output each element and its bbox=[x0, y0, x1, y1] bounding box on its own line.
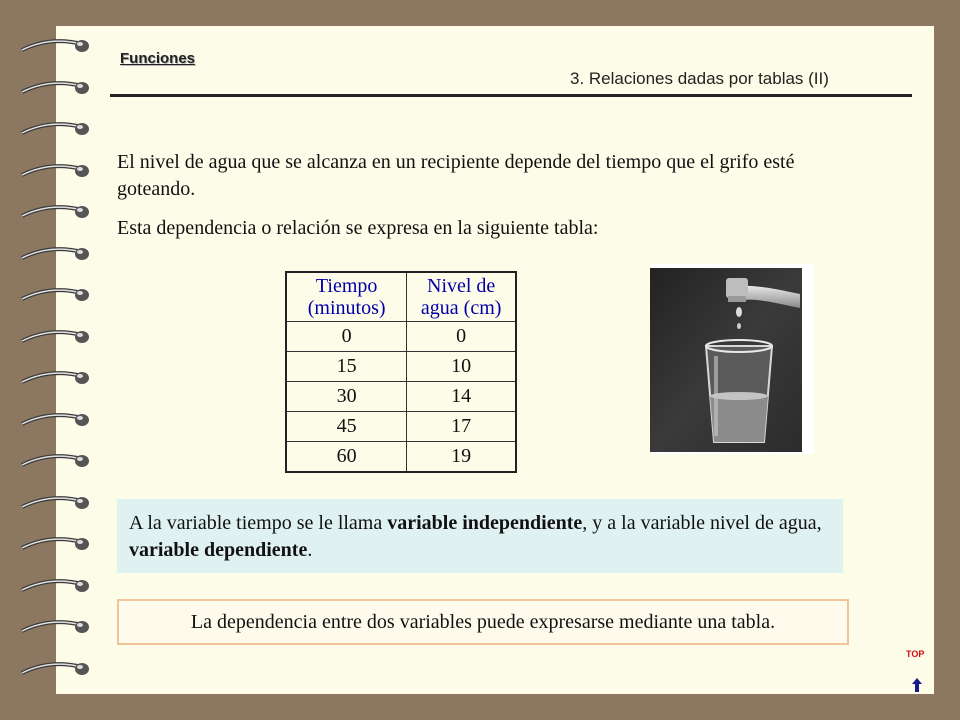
note-text-1: A la variable tiempo se le llama bbox=[129, 512, 388, 534]
faucet-glass-photo bbox=[650, 264, 814, 454]
table-row bbox=[286, 381, 516, 411]
slide-subtitle: 3. Relaciones dadas por tablas (II) bbox=[570, 69, 829, 88]
binder-ring bbox=[20, 204, 92, 220]
top-link[interactable]: TOP bbox=[906, 649, 925, 659]
table-header-level: Nivel de agua (cm) bbox=[407, 272, 516, 322]
table-row bbox=[286, 411, 516, 441]
binder-ring bbox=[20, 495, 92, 511]
binder-ring bbox=[20, 370, 92, 386]
table-row bbox=[286, 322, 516, 352]
table-header-row bbox=[286, 272, 516, 322]
table-cell-level: 17 bbox=[407, 411, 516, 441]
note-text-2: , y a la variable nivel de agua, bbox=[582, 512, 822, 534]
definition-note bbox=[117, 499, 843, 573]
intro-paragraph: El nivel de agua que se alcanza en un recipiente depende del tiempo que el grifo esté goteando. bbox=[117, 151, 795, 200]
binder-ring bbox=[20, 453, 92, 469]
table-cell-time: 30 bbox=[286, 381, 407, 411]
binder-ring bbox=[20, 412, 92, 428]
up-arrow-icon[interactable] bbox=[911, 677, 923, 693]
table-cell-level: 0 bbox=[407, 322, 516, 352]
table-cell-level: 14 bbox=[407, 381, 516, 411]
binder-ring bbox=[20, 536, 92, 552]
section-label: Funciones bbox=[120, 50, 196, 67]
table-cell-time: 60 bbox=[286, 441, 407, 472]
binder-ring bbox=[20, 661, 92, 677]
binder-ring bbox=[20, 38, 92, 54]
binder-ring bbox=[20, 246, 92, 262]
table-cell-level: 19 bbox=[407, 441, 516, 472]
table-cell-time: 45 bbox=[286, 411, 407, 441]
binder-ring bbox=[20, 80, 92, 96]
summary-box: La dependencia entre dos variables puede expresarse mediante una tabla. bbox=[117, 599, 849, 645]
binder-ring bbox=[20, 163, 92, 179]
table-row bbox=[286, 351, 516, 381]
table-row bbox=[286, 441, 516, 472]
table-intro-paragraph: Esta dependencia o relación se expresa en la siguiente tabla: bbox=[117, 217, 599, 239]
note-term-dependent: variable dependiente bbox=[129, 539, 308, 561]
table-header-time: Tiempo (minutos) bbox=[286, 272, 407, 322]
binder-ring bbox=[20, 578, 92, 594]
table-cell-time: 0 bbox=[286, 322, 407, 352]
binder-ring bbox=[20, 329, 92, 345]
note-term-independent: variable independiente bbox=[387, 512, 583, 534]
data-table bbox=[285, 271, 517, 473]
table-cell-time: 15 bbox=[286, 351, 407, 381]
table-cell-level: 10 bbox=[407, 351, 516, 381]
header-divider bbox=[110, 94, 912, 97]
binder-ring bbox=[20, 619, 92, 635]
binder-ring bbox=[20, 121, 92, 137]
binder-ring bbox=[20, 287, 92, 303]
note-text-3: . bbox=[307, 539, 313, 561]
